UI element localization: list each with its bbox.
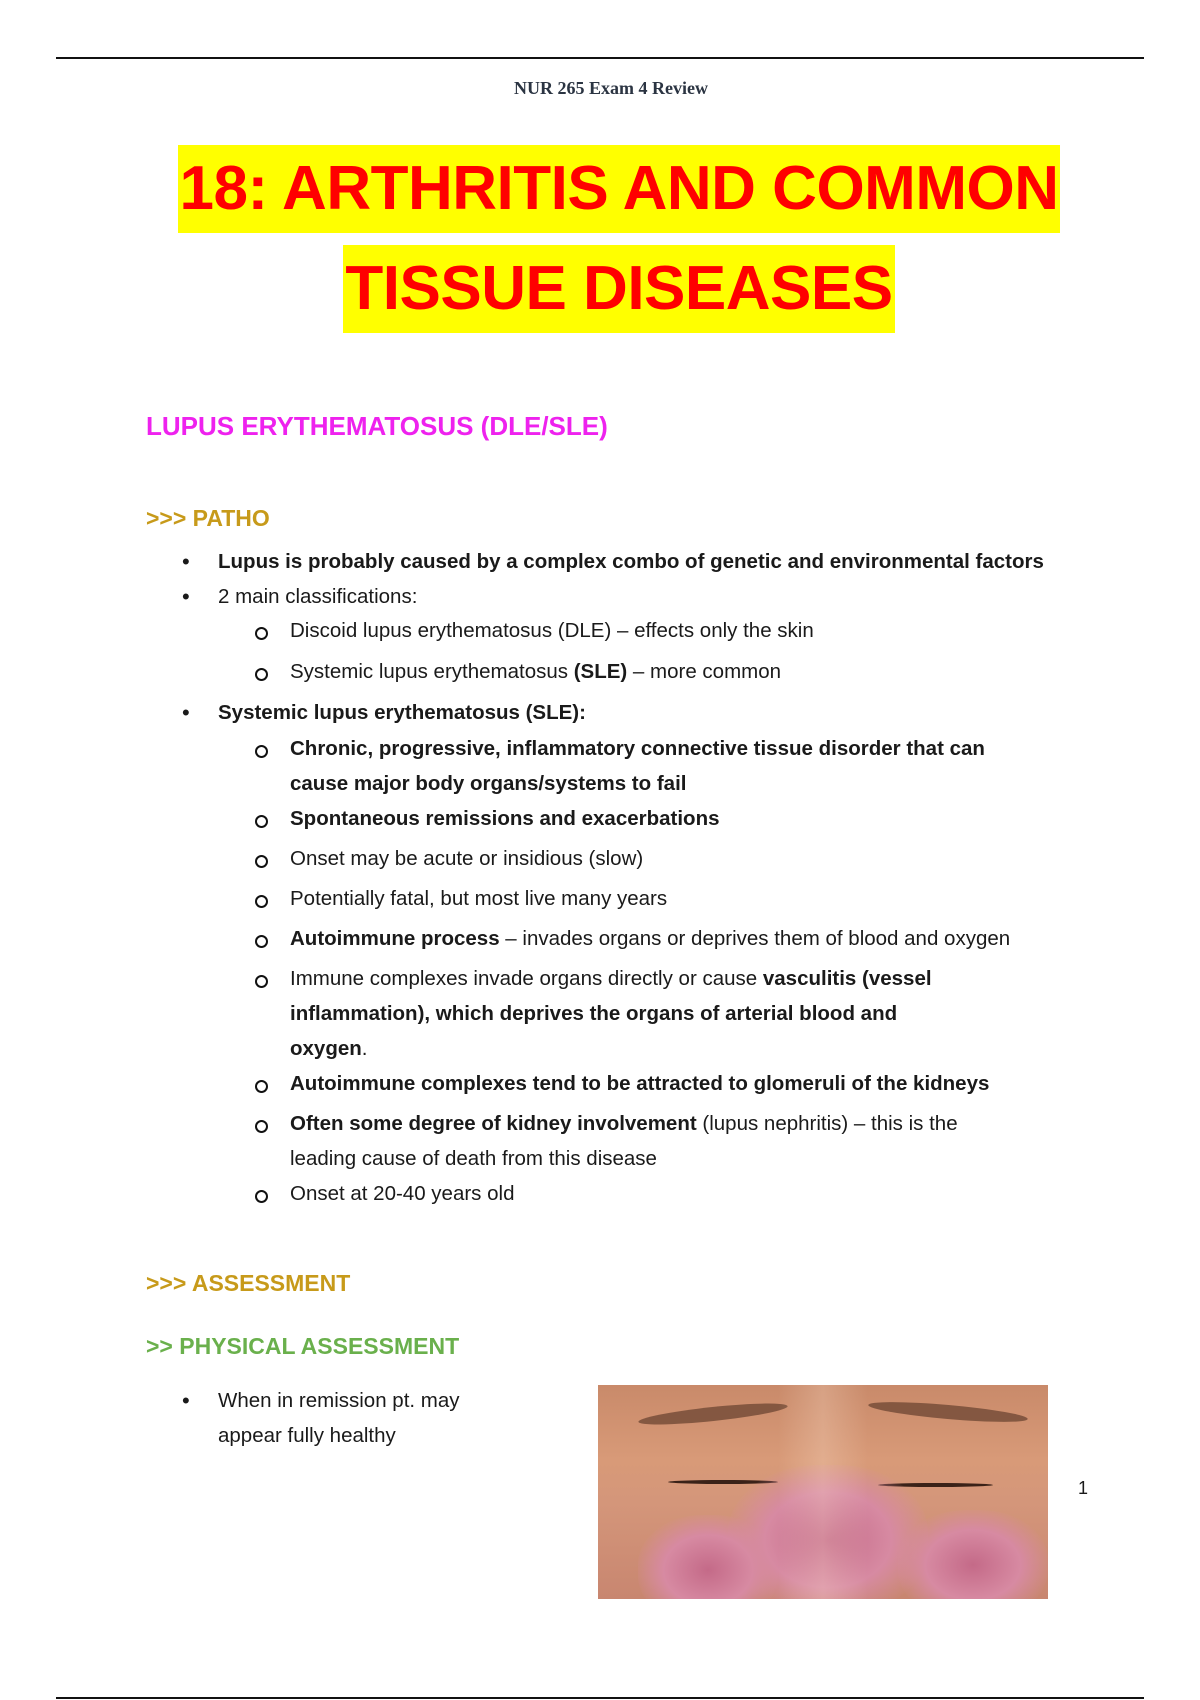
page-title [0, 145, 1200, 333]
list-item-continuation: cause major body organs/systems to fail [290, 772, 687, 795]
list-item: Chronic, progressive, inflammatory connective tissue disorder that can [290, 737, 985, 760]
list-item: Spontaneous remissions and exacerbations [290, 807, 720, 830]
list-item-continuation: inflammation), which deprives the organs of arterial blood and [290, 1002, 898, 1025]
patho-heading: >>> PATHO [146, 505, 270, 531]
header-rule [56, 57, 1144, 59]
bullet-icon: • [182, 700, 190, 725]
sub-bullet-icon [255, 745, 268, 758]
list-item: Systemic lupus erythematosus (SLE): [218, 701, 586, 724]
sub-bullet-icon [255, 668, 268, 681]
list-item: Systemic lupus erythematosus (SLE) – more common [290, 660, 782, 683]
list-item: Onset at 20-40 years old [290, 1182, 515, 1205]
title-line-2: TISSUE DISEASES [343, 245, 894, 333]
lupus-rash-photo [598, 1385, 1048, 1599]
list-item: When in remission pt. may [218, 1389, 460, 1412]
list-item: Onset may be acute or insidious (slow) [290, 847, 644, 870]
list-item: Immune complexes invade organs directly or cause vasculitis (vessel [290, 967, 932, 990]
eyebrow-shape [868, 1398, 1029, 1426]
sub-bullet-icon [255, 975, 268, 988]
bullet-icon: • [182, 549, 190, 574]
list-item-continuation: appear fully healthy [218, 1424, 396, 1447]
rash-shape [898, 1510, 1048, 1599]
list-item: Autoimmune complexes tend to be attracted to glomeruli of the kidneys [290, 1072, 990, 1095]
sub-bullet-icon [255, 935, 268, 948]
bullet-icon: • [182, 584, 190, 609]
list-item-continuation: oxygen. [290, 1037, 368, 1060]
sub-bullet-icon [255, 855, 268, 868]
sub-bullet-icon [255, 895, 268, 908]
footer-rule [56, 1697, 1144, 1699]
sub-bullet-icon [255, 815, 268, 828]
list-item: Autoimmune process – invades organs or deprives them of blood and oxygen [290, 927, 1011, 950]
assessment-heading: >>> ASSESSMENT [146, 1270, 351, 1296]
list-item: Potentially fatal, but most live many years [290, 887, 668, 910]
list-item: Discoid lupus erythematosus (DLE) – effects only the skin [290, 619, 814, 642]
running-header: NUR 265 Exam 4 Review [514, 78, 708, 98]
physical-assessment-heading: >> PHYSICAL ASSESSMENT [146, 1333, 460, 1359]
eyebrow-shape [638, 1399, 789, 1429]
sub-bullet-icon [255, 1190, 268, 1203]
section-heading: LUPUS ERYTHEMATOSUS (DLE/SLE) [146, 411, 608, 441]
bullet-icon: • [182, 1388, 190, 1413]
sub-bullet-icon [255, 1120, 268, 1133]
list-item: Lupus is probably caused by a complex combo of genetic and environmental factors [218, 550, 1044, 573]
nose-highlight [778, 1385, 868, 1599]
rash-shape [638, 1515, 778, 1599]
list-item-continuation: leading cause of death from this disease [290, 1147, 657, 1170]
list-item: 2 main classifications: [218, 585, 418, 608]
page-number: 1 [1078, 1478, 1089, 1498]
list-item: Often some degree of kidney involvement (lupus nephritis) – this is the [290, 1112, 958, 1135]
sub-bullet-icon [255, 627, 268, 640]
sub-bullet-icon [255, 1080, 268, 1093]
title-line-1: 18: ARTHRITIS AND COMMON [178, 145, 1061, 233]
